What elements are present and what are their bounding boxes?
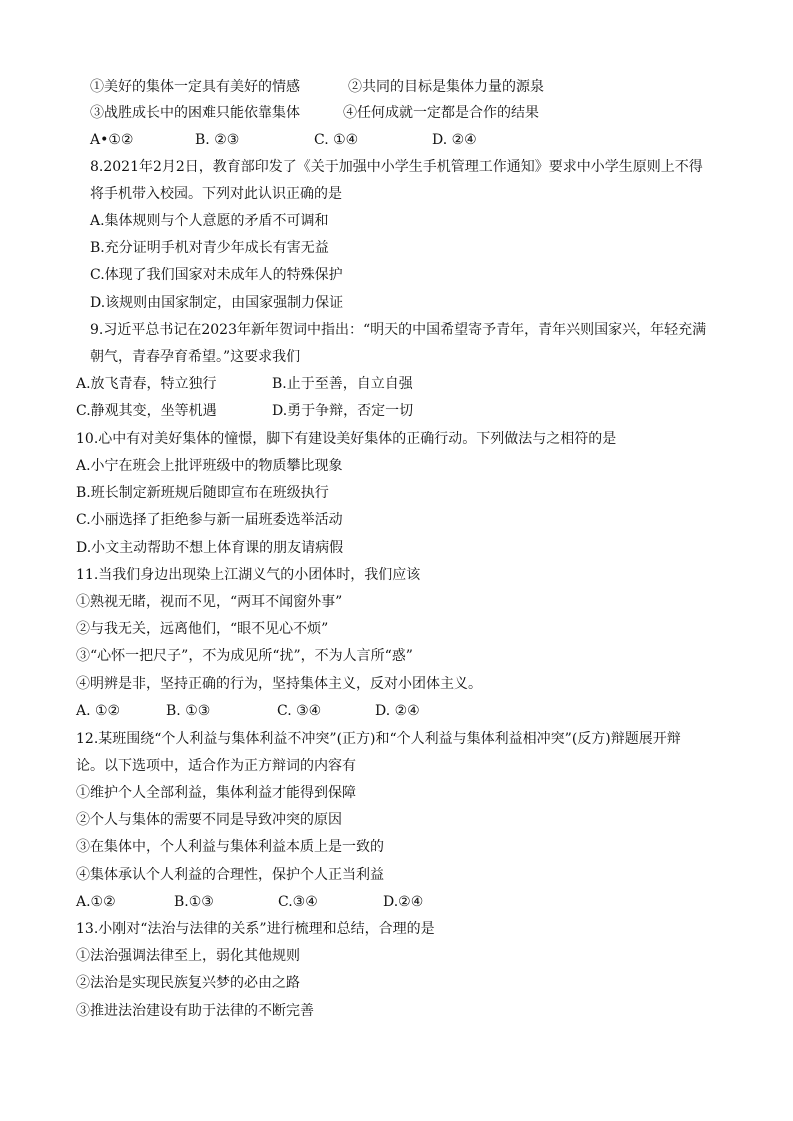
q11-option-c: C. ③④ bbox=[277, 703, 322, 719]
q12-stem-line-2: 论。以下选项中，适合作为正方辩词的内容有 bbox=[76, 758, 356, 774]
q7-option-b: B. ②③ bbox=[195, 132, 240, 148]
q9-stem-line-2: 朝气，青春孕育希望。”这要求我们 bbox=[90, 349, 301, 365]
q10-option-b: B.班长制定新班规后随即宣布在班级执行 bbox=[76, 485, 329, 501]
q11-option-d: D. ②④ bbox=[375, 703, 420, 719]
q12-statement-4: ④集体承认个人利益的合理性，保护个人正当利益 bbox=[76, 867, 384, 883]
q9-option-a: A.放飞青春，特立独行 bbox=[76, 376, 217, 392]
q11-option-b: B. ①③ bbox=[166, 703, 211, 719]
q7-statement-2: ②共同的目标是集体力量的源泉 bbox=[348, 79, 544, 95]
q11-statement-1: ①熟视无睹，视而不见，“两耳不闻窗外事” bbox=[76, 594, 343, 610]
q12-statement-1: ①维护个人全部利益，集体利益才能得到保障 bbox=[76, 785, 356, 801]
q11-option-a: A. ①② bbox=[76, 703, 121, 719]
q11-stem: 11.当我们身边出现染上江湖义气的小团体时，我们应该 bbox=[76, 567, 421, 583]
q8-stem-line-2: 将手机带入校园。下列对此认识正确的是 bbox=[90, 186, 342, 202]
q8-option-a: A.集体规则与个人意愿的矛盾不可调和 bbox=[90, 213, 329, 229]
q7-option-d: D. ②④ bbox=[432, 132, 477, 148]
q7-option-c: C. ①④ bbox=[314, 132, 359, 148]
q13-statement-1: ①法治强调法律至上，弱化其他规则 bbox=[76, 948, 300, 964]
q10-stem: 10.心中有对美好集体的憧憬，脚下有建设美好集体的正确行动。下列做法与之相符的是 bbox=[76, 431, 617, 447]
q10-option-c: C.小丽选择了拒绝参与新一届班委选举活动 bbox=[76, 512, 343, 528]
q8-stem-line-1: 8.2021年2月2日，教育部印发了《关于加强中小学生手机管理工作通知》要求中小学生原则上不得 bbox=[90, 159, 703, 175]
q7-statement-3: ③战胜成长中的困难只能依靠集体 bbox=[90, 105, 300, 121]
q9-option-b: B.止于至善，自立自强 bbox=[272, 376, 413, 392]
q7-statement-4: ④任何成就一定都是合作的结果 bbox=[343, 105, 539, 121]
q12-stem-line-1: 12.某班围绕“个人利益与集体利益不冲突”(正方)和“个人利益与集体利益相冲突”(反方)辩题展开辩 bbox=[76, 731, 681, 747]
q12-option-d: D.②④ bbox=[383, 894, 424, 910]
q10-option-a: A.小宁在班会上批评班级中的物质攀比现象 bbox=[76, 458, 343, 474]
q8-option-b: B.充分证明手机对青少年成长有害无益 bbox=[90, 240, 329, 256]
q13-statement-3: ③推进法治建设有助于法律的不断完善 bbox=[76, 1003, 314, 1019]
q12-statement-2: ②个人与集体的需要不同是导致冲突的原因 bbox=[76, 812, 342, 828]
q9-stem-line-1: 9.习近平总书记在2023年新年贺词中指出：“明天的中国希望寄予青年，青年兴则国家兴，年轻充满 bbox=[90, 322, 707, 338]
q12-option-c: C.③④ bbox=[278, 894, 318, 910]
q7-statement-1: ①美好的集体一定具有美好的情感 bbox=[90, 79, 300, 95]
q7-option-a: A•①② bbox=[90, 132, 134, 148]
q12-option-a: A.①② bbox=[76, 894, 116, 910]
q12-statement-3: ③在集体中，个人利益与集体利益本质上是一致的 bbox=[76, 839, 384, 855]
q11-statement-3: ③“心怀一把尺子”，不为成见所“扰”，不为人言所“惑” bbox=[76, 648, 413, 664]
q12-option-b: B.①③ bbox=[174, 894, 214, 910]
q13-statement-2: ②法治是实现民族复兴梦的必由之路 bbox=[76, 975, 300, 991]
q9-option-d: D.勇于争辩，否定一切 bbox=[272, 403, 414, 419]
q13-stem: 13.小刚对“法治与法律的关系”进行梳理和总结，合理的是 bbox=[76, 921, 435, 937]
q9-option-c: C.静观其变，坐等机遇 bbox=[76, 403, 217, 419]
q11-statement-4: ④明辨是非，坚持正确的行为，坚持集体主义，反对小团体主义。 bbox=[76, 676, 482, 692]
q8-option-d: D.该规则由国家制定，由国家强制力保证 bbox=[90, 295, 344, 311]
q10-option-d: D.小文主动帮助不想上体育课的朋友请病假 bbox=[76, 540, 344, 556]
q8-option-c: C.体现了我们国家对未成年人的特殊保护 bbox=[90, 267, 343, 283]
q11-statement-2: ②与我无关，远离他们，“眼不见心不烦” bbox=[76, 621, 329, 637]
